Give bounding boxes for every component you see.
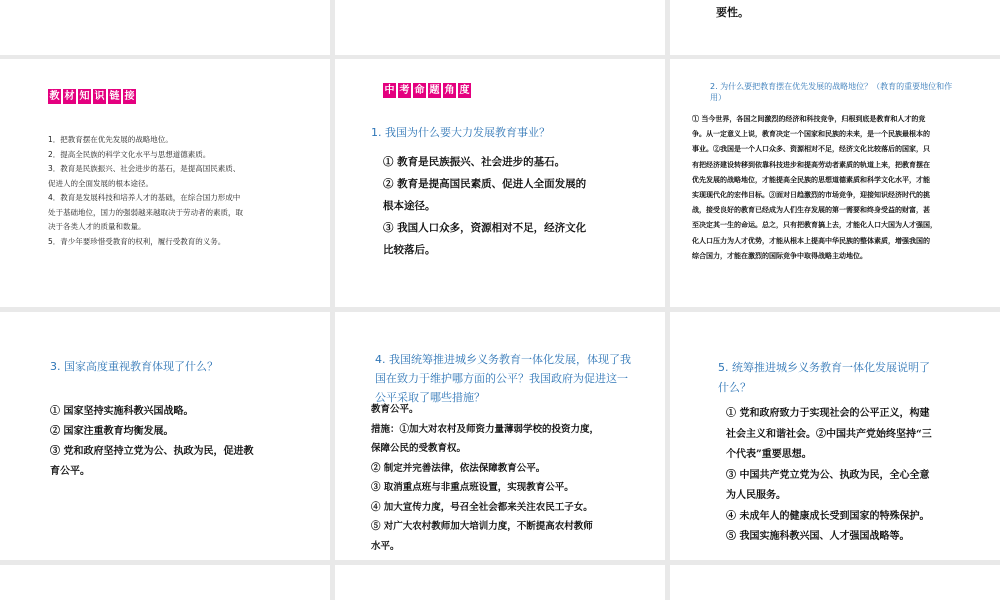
slide-row0-right	[670, 0, 1000, 55]
question-4: 4. 我国统筹推进城乡义务教育一体化发展，体现了我 国在致力于维护哪方面的公平？我国政府为促进这一 公平采取了哪些措施？	[375, 353, 631, 404]
slide-row0-right-text: 要性。	[716, 6, 749, 19]
slide-row0-left	[0, 0, 330, 55]
question-1: 1. 我国为什么要大力发展教育事业？	[371, 126, 550, 139]
slide-question-5	[670, 312, 1000, 560]
knowledge-link-list: 1．把教育摆在优先发展的战略地位。 2．提高全民族的科学文化水平与思想道德素质。 3．教育是民族振兴、社会进步的基石，是提高国民素质、 促进人的全面发展的根本途径。 4．教育是发展科技和培养人才的基础，在综合国力形成中 处于基础地位，国力的强弱越来越取决于劳动者的素质，取 决于各类人才的质量和数量。 5．青少年要珍惜受教育的权利，履行受教育的义务。	[48, 135, 243, 246]
answer-1-list: ① 教育是民族振兴、社会进步的基石。 ② 教育是提高国民素质、促进人全面发展的 根本途径。 ③ 我国人口众多，资源相对不足，经济文化 比较落后。	[383, 156, 587, 256]
question-3: 3. 国家高度重视教育体现了什么？	[50, 360, 218, 373]
question-5: 5. 统筹推进城乡义务教育一体化发展说明了 什么？	[718, 361, 930, 394]
slide-row3-middle	[335, 565, 665, 600]
exam-angle-tag: 中 考 命 题 角 度	[384, 85, 470, 96]
answer-5-list: ① 党和政府致力于实现社会的公平正义，构建 社会主义和谐社会。②中国共产党始终坚持“三 个代表”重要思想。 ③ 中国共产党立党为公、执政为民，全心全意 为人民服务。 ④ 未成年人的健康成长受到国家的特殊保护。 ⑤ 我国实施科教兴国、人才强国战略等。	[726, 408, 932, 542]
slide-knowledge-link	[0, 59, 330, 307]
slide-exam-angle	[335, 59, 665, 307]
slide-question-2	[670, 59, 1000, 307]
slide-question-4	[335, 312, 665, 560]
slide-row3-right	[670, 565, 1000, 600]
slide-row3-left	[0, 565, 330, 600]
answer-4-list: 教育公平。 措施：①加大对农村及师资力量薄弱学校的投资力度， 保障公民的受教育权。 ② 制定并完善法律，依法保障教育公平。 ③ 取消重点班与非重点班设置，实现教育公平。 ④ 加大宣传力度，号召全社会都来关注农民工子女。 ⑤ 对广大农村教师加大培训力度，不断提高农村教师 水平。	[371, 404, 600, 552]
slide-row0-middle	[335, 0, 665, 55]
answer-2-paragraph: ① 当今世界，各国之间激烈的经济和科技竞争，归根到底是教育和人才的竞 争。从一定意义上说，教育决定一个国家和民族的未来，是一个民族最根本的 事业。②我国是一个人口众多、资源相对不足，经济文化比较落后的国家，只 有把经济建设转移到依靠科技进步和提高劳动者素质的轨道上来，把教育摆在 优先发展的战略地位，才能提高全民族的思想道德素质和科学文化水平，才能 实现现代化的宏伟目标。③面对日趋激烈的市场竞争，迎接知识经济时代的挑 战，接受良好的教育已经成为人们生存发展的第一需要和终身受益的财富，甚 至决定其一生的命运。总之，只有把教育搞上去，才能化人口大国为人才强国， 化人口压力为人才优势，才能从根本上提高中华民族的整体素质，增强我国的 综合国力，才能在激烈的国际竞争中取得战略主动地位。	[692, 114, 937, 260]
answer-3-list: ① 国家坚持实施科教兴国战略。 ② 国家注重教育均衡发展。 ③ 党和政府坚持立党为公、执政为民，促进教 育公平。	[50, 406, 254, 477]
question-2: 2. 为什么要把教育摆在优先发展的战略地位？（教育的重要地位和作 用）	[710, 82, 953, 102]
knowledge-link-tag: 教 材 知 识 链 接	[49, 91, 135, 102]
slide-question-3	[0, 312, 330, 560]
